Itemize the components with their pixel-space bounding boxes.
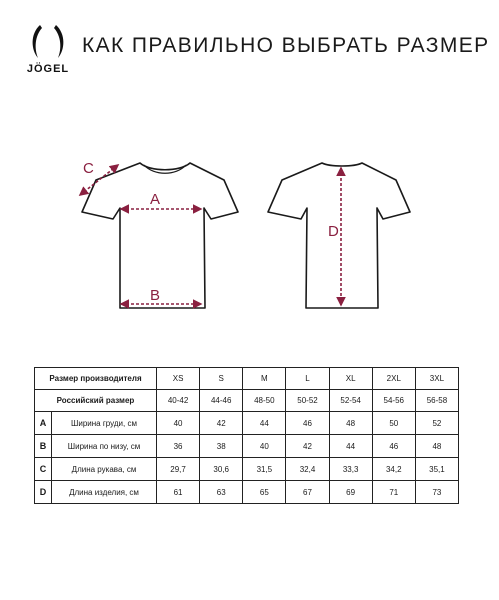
table-cell: 65: [243, 481, 286, 504]
measure-c-label: C: [83, 160, 94, 177]
table-cell: 48: [415, 435, 458, 458]
table-cell: 34,2: [372, 458, 415, 481]
table-cell: 35,1: [415, 458, 458, 481]
measure-a-label: A: [150, 191, 161, 208]
row-key: A: [35, 412, 52, 435]
table-cell: 29,7: [157, 458, 200, 481]
table-cell: 61: [157, 481, 200, 504]
table-header-row: [35, 390, 459, 412]
table-cell: 38: [200, 435, 243, 458]
table-cell: 32,4: [286, 458, 329, 481]
logo-wordmark: JÖGEL: [26, 63, 70, 75]
table-cell: 48-50: [243, 390, 286, 412]
row-key: C: [35, 458, 52, 481]
table-cell: 50-52: [286, 390, 329, 412]
table-cell: 67: [286, 481, 329, 504]
table-row: [35, 412, 459, 435]
row-label: Ширина груди, см: [52, 412, 157, 435]
page-title: КАК ПРАВИЛЬНО ВЫБРАТЬ РАЗМЕР: [82, 34, 490, 57]
table-cell: 56-58: [415, 390, 458, 412]
table-row: [35, 458, 459, 481]
table-cell: XS: [157, 368, 200, 390]
table-cell: 44: [329, 435, 372, 458]
row-key: B: [35, 435, 52, 458]
row-label: Длина изделия, см: [52, 481, 157, 504]
table-cell: 71: [372, 481, 415, 504]
table-cell: 63: [200, 481, 243, 504]
table-cell: 40: [243, 435, 286, 458]
table-row: [35, 435, 459, 458]
table-cell: S: [200, 368, 243, 390]
row-key: D: [35, 481, 52, 504]
row-label: Длина рукава, см: [52, 458, 157, 481]
measure-b-label: B: [150, 287, 161, 304]
table-cell: 46: [372, 435, 415, 458]
table-cell: 40-42: [157, 390, 200, 412]
tshirt-back-outline: [268, 163, 410, 308]
table-cell: 44-46: [200, 390, 243, 412]
table-cell: 44: [243, 412, 286, 435]
table-cell: 30,6: [200, 458, 243, 481]
table-cell: 48: [329, 412, 372, 435]
table-cell: 69: [329, 481, 372, 504]
table-cell: 40: [157, 412, 200, 435]
table-cell: 73: [415, 481, 458, 504]
table-cell: 42: [200, 412, 243, 435]
measure-d-label: D: [328, 223, 339, 240]
table-cell: 46: [286, 412, 329, 435]
table-cell: L: [286, 368, 329, 390]
table-cell: 33,3: [329, 458, 372, 481]
table-cell: 3XL: [415, 368, 458, 390]
size-table: [34, 367, 459, 504]
table-cell: 52: [415, 412, 458, 435]
table-cell: M: [243, 368, 286, 390]
table-cell: 31,5: [243, 458, 286, 481]
table-header-row: [35, 368, 459, 390]
table-cell: 2XL: [372, 368, 415, 390]
table-cell: 52-54: [329, 390, 372, 412]
header-label: Российский размер: [35, 390, 157, 412]
table-cell: XL: [329, 368, 372, 390]
table-cell: 50: [372, 412, 415, 435]
table-row: [35, 481, 459, 504]
table-cell: 54-56: [372, 390, 415, 412]
header-label: Размер производителя: [35, 368, 157, 390]
row-label: Ширина по низу, см: [52, 435, 157, 458]
table-cell: 42: [286, 435, 329, 458]
table-cell: 36: [157, 435, 200, 458]
